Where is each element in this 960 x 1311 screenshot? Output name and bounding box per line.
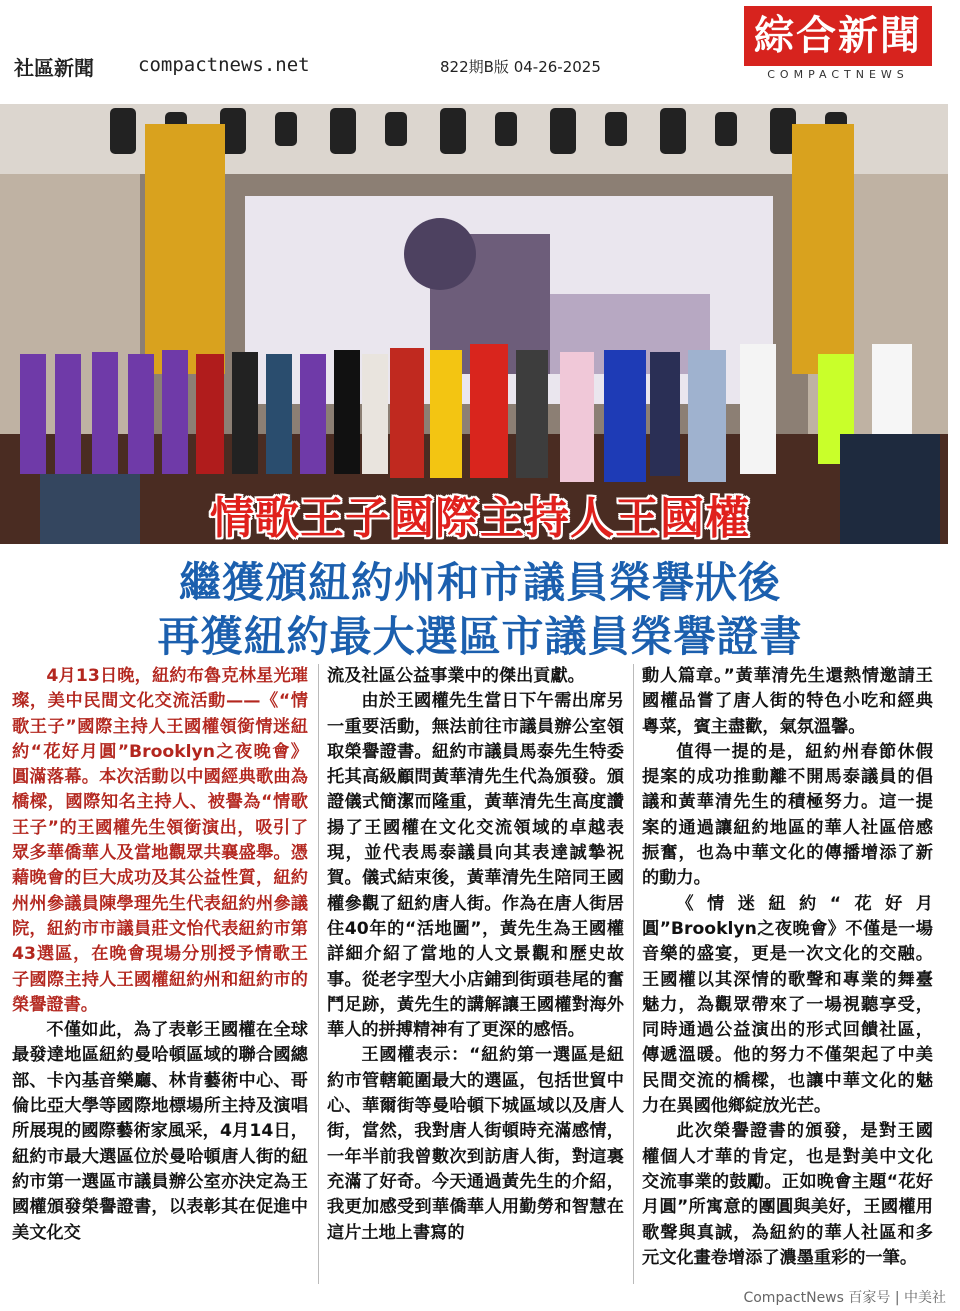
article-paragraph: 流及社區公益事業中的傑出貢獻。 <box>327 666 585 686</box>
headline-sub-1: 繼獲頒紐約州和市議員榮譽狀後 <box>178 558 781 607</box>
article-paragraph: 《情迷紐約“花好月圓”Brooklyn之夜晚會》不僅是一場音樂的盛宴，更是一次文化的交融。王國權以其深情的歌聲和專業的舞臺魅力，為觀眾帶來了一場視聽享受，同時通過公益演出的形式回饋社區，傳遞溫暖。他的努力不僅架起了中美民間交流的橋樑，也讓中華文化的魅力在異國他鄉綻放光芒。 <box>642 893 933 1117</box>
right-curtain <box>792 124 854 374</box>
section-name: 社區新聞 <box>14 56 94 80</box>
footer-credit: CompactNews 百家号 | 中美社 <box>743 1290 946 1306</box>
page-header <box>0 0 960 100</box>
event-photo <box>0 104 948 544</box>
article-paragraph: 不僅如此，為了表彰王國權在全球最發達地區紐約曼哈頓區域的聯合國總部、卡內基音樂廳、林肯藝術中心、哥倫比亞大學等國際地標場所主持及演唱所展現的國際藝術家風采，4月14日，紐約市最大選區位於曼哈頓唐人街的紐約市第一選區市議員辦公室亦決定為王國權頒發榮譽證書，以表彰其在促進中美文化交 <box>12 1020 308 1243</box>
article-column-2 <box>327 664 624 1246</box>
article-paragraph: 王國權表示：“紐約第一選區是紐約市管轄範圍最大的選區，包括世貿中心、華爾街等曼哈頓下城區域以及唐人街，當然，我對唐人街頓時充滿感情，一年半前我曾數次到訪唐人街，對這裏充滿了好奇。今天通過黃先生的介紹，我更加感受到華僑華人用勤勞和智慧在這片土地上書寫的 <box>327 1045 624 1243</box>
stage-photo-illustration <box>0 104 948 544</box>
article-column-3 <box>642 664 933 1271</box>
article-column-1 <box>12 664 308 1246</box>
article-paragraph: 動人篇章。”黃華清先生還熱情邀請王國權品嘗了唐人街的特色小吃和經典粵菜，賓主盡歡，氣氛溫馨。 <box>642 666 933 737</box>
column-divider <box>633 664 634 1284</box>
article-paragraph: 此次榮譽證書的頒發，是對王國權個人才華的肯定，也是對美中文化交流事業的鼓勵。正如晚會主題“花好月圓”所寓意的團圓與美好，王國權用歌聲與真誠，為紐約的華人社區和多元文化畫卷增添了濃墨重彩的一筆。 <box>642 1121 933 1268</box>
article-paragraph: 由於王國權先生當日下午需出席另一重要活動，無法前往市議員辦公室領取榮譽證書。紐約市議員馬泰先生特委托其高級顧問黃華清先生代為頒發。頒證儀式簡潔而隆重，黃華清先生高度讚揚了王國權在文化交流領域的卓越表現，並代表馬泰議員向其表達誠摯祝賀。儀式結束後，黃華清先生陪同王國權參觀了紐約唐人街。作為在唐人街居住40年的“活地圖”，黃先生為王國權詳細介紹了當地的人文景觀和歷史故事。從老字型大小店鋪到街頭巷尾的奮鬥足跡，黃先生的講解讓王國權對海外華人的拼搏精神有了更深的感悟。 <box>327 691 624 1041</box>
newspaper-logo: 綜合新聞 <box>744 6 932 66</box>
headline-main: 情歌王子國際主持人王國權 <box>210 493 750 544</box>
issue-info: 822期B版 04-26-2025 <box>440 58 601 76</box>
article-lead: 4月13日晚，紐約布魯克林星光璀璨，美中民間文化交流活動——《“情歌王子”國際主持人王國權領銜情迷紐約“花好月圓”Brooklyn之夜晚會》圓滿落幕。本次活動以中國經典歌曲為橋樑，國際知名主持人、被譽為“情歌王子”的王國權先生領銜演出，吸引了眾多華僑華人及當地觀眾共襄盛舉。憑藉晚會的巨大成功及其公益性質，紐約州州參議員陳學理先生代表紐約州參議院，紐約市市議員莊文怡代表紐約市第43選區，在晚會現場分別授予情歌王子國際主持人王國權紐約州和紐約市的榮譽證書。 <box>12 666 308 1015</box>
left-curtain <box>145 124 225 374</box>
headline-sub-2: 再獲紐約最大選區市議員榮譽證書 <box>157 612 803 661</box>
article-paragraph: 值得一提的是，紐約州春節休假提案的成功推動離不開馬泰議員的倡議和黃華清先生的積極努力。這一提案的通過讓紐約地區的華人社區倍感振奮，也為中華文化的傳播增添了新的動力。 <box>642 741 933 889</box>
logo-subtitle: COMPACTNEWS <box>767 68 909 81</box>
column-divider <box>318 664 319 1284</box>
site-url[interactable]: compactnews.net <box>138 54 310 76</box>
